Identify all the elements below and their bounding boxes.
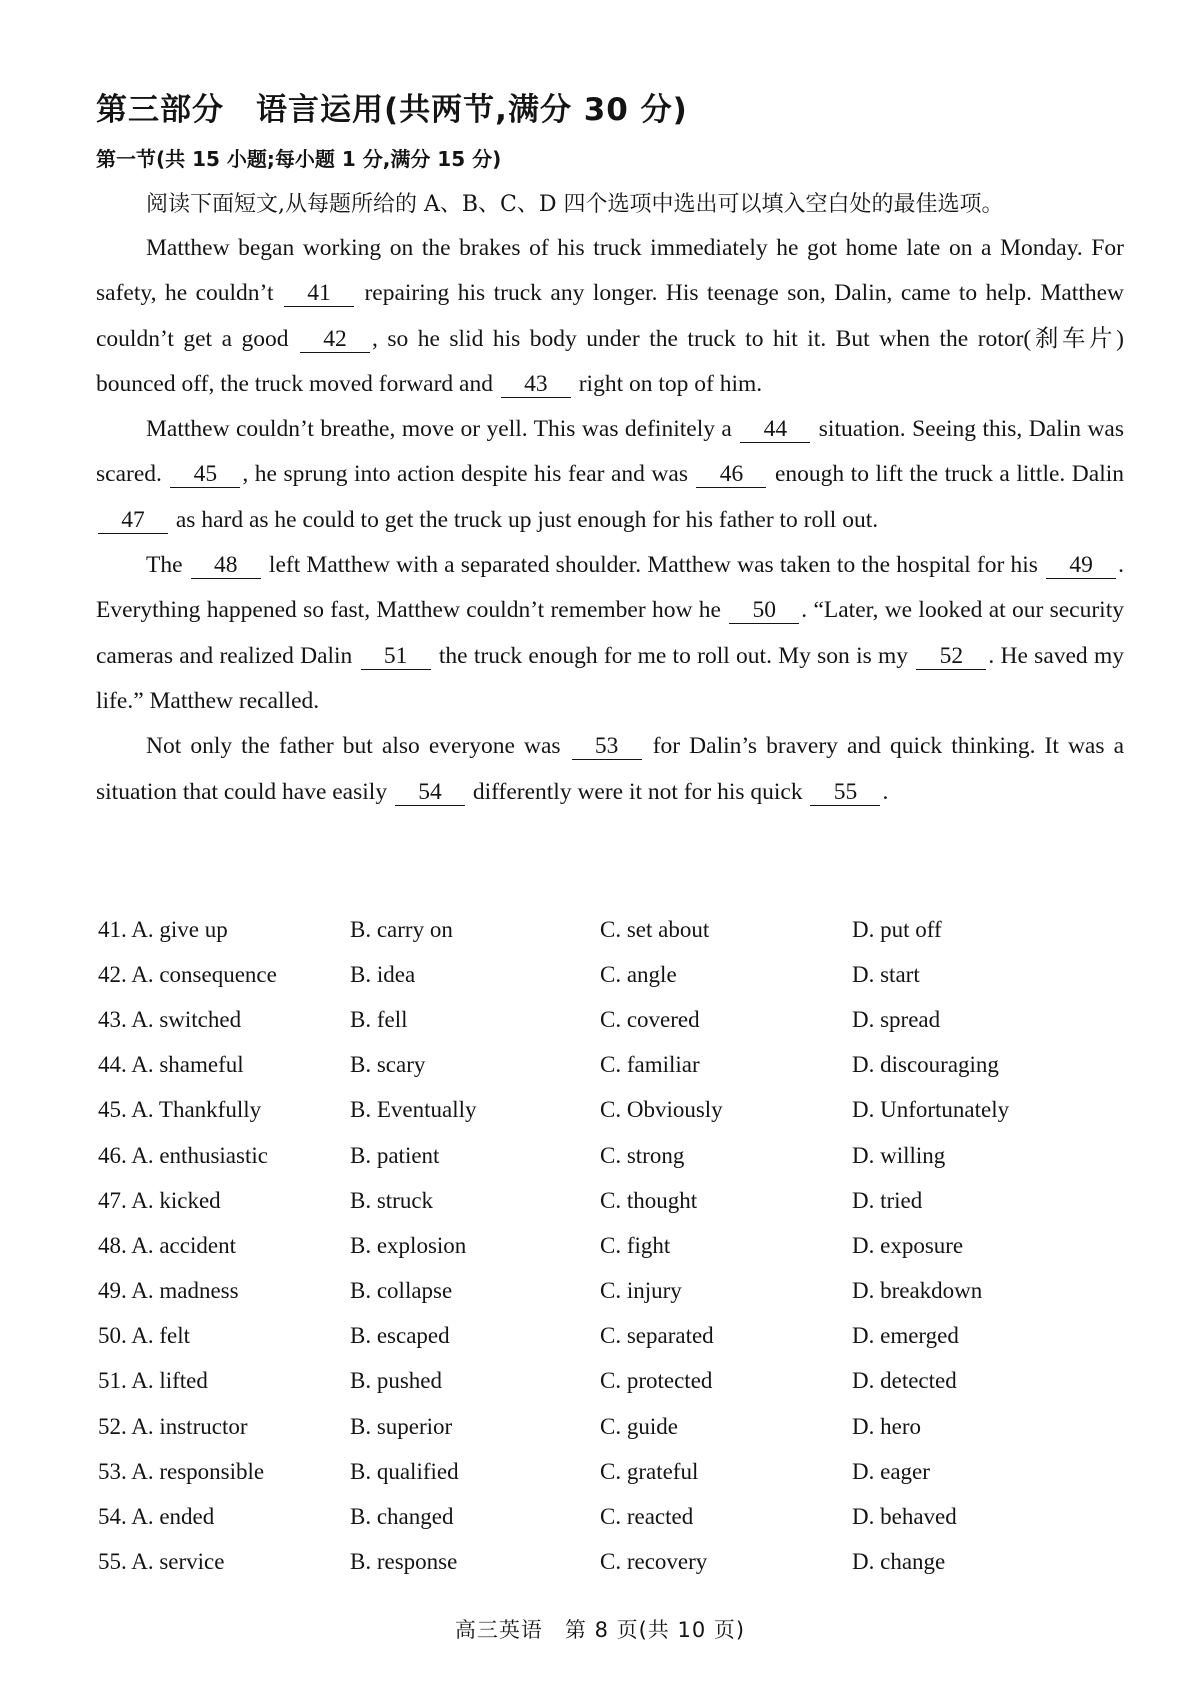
blank-54: 54: [395, 779, 465, 806]
option-b: B. escaped: [350, 1323, 450, 1349]
option-b: B. patient: [350, 1142, 440, 1168]
option-c: C. covered: [600, 1006, 700, 1032]
blank-42: 42: [300, 326, 370, 353]
question-row: [98, 1043, 1138, 1088]
question-row: [98, 1133, 1138, 1178]
passage-text: , so he slid his body under the truck to hit it. But when the rotor(刹车片) bounced off, the truck moved forward and: [96, 325, 1124, 397]
page-footer: 高三英语 第 8 页(共 10 页): [454, 1618, 746, 1642]
passage-text: for Dalin’s bravery and quick thinking. It was a situation that could have easily: [96, 733, 1125, 805]
option-b: B. superior: [350, 1413, 453, 1439]
option-a: 43. A. switched: [98, 1006, 242, 1032]
option-a: 55. A. service: [98, 1549, 225, 1575]
option-c: C. guide: [600, 1413, 678, 1439]
option-d: D. change: [852, 1549, 946, 1575]
option-b: B. carry on: [350, 916, 453, 942]
option-a: 50. A. felt: [98, 1323, 190, 1349]
option-c: C. reacted: [600, 1504, 694, 1530]
option-d: D. hero: [852, 1413, 921, 1439]
blank-55: 55: [810, 779, 880, 806]
option-a: 44. A. shameful: [98, 1052, 244, 1078]
option-c: C. injury: [600, 1278, 682, 1304]
option-d: D. put off: [852, 916, 942, 942]
option-c: C. familiar: [600, 1052, 700, 1078]
option-b: B. response: [350, 1549, 458, 1575]
option-b: B. scary: [350, 1052, 426, 1078]
option-c: C. strong: [600, 1142, 685, 1168]
option-a: 47. A. kicked: [98, 1187, 221, 1213]
option-d: D. emerged: [852, 1323, 959, 1349]
blank-43: 43: [501, 371, 571, 398]
option-c: C. separated: [600, 1323, 714, 1349]
option-a: 46. A. enthusiastic: [98, 1142, 268, 1168]
passage-text: left Matthew with a separated shoulder. Matthew was taken to the hospital for his: [262, 552, 1045, 579]
option-b: B. Eventually: [350, 1097, 477, 1123]
option-b: B. explosion: [350, 1232, 467, 1258]
blank-44: 44: [740, 416, 810, 443]
question-row: [98, 1449, 1138, 1494]
blank-47: 47: [98, 507, 168, 534]
blank-41: 41: [284, 280, 354, 307]
question-row: [98, 1404, 1138, 1449]
option-d: D. exposure: [852, 1232, 964, 1258]
question-row: [98, 1269, 1138, 1314]
option-d: D. behaved: [852, 1504, 957, 1530]
option-d: D. willing: [852, 1142, 946, 1168]
cloze-passage: [96, 226, 1124, 815]
paragraph-2: [96, 407, 1124, 543]
question-row: [98, 1088, 1138, 1133]
option-b: B. changed: [350, 1504, 454, 1530]
question-row: [98, 1314, 1138, 1359]
question-row: [98, 997, 1138, 1042]
option-b: B. qualified: [350, 1458, 459, 1484]
option-a: 54. A. ended: [98, 1504, 215, 1530]
option-d: D. detected: [852, 1368, 957, 1394]
option-b: B. struck: [350, 1187, 434, 1213]
option-d: D. discouraging: [852, 1052, 999, 1078]
passage-text: differently were it not for his quick: [466, 778, 809, 805]
option-a: 49. A. madness: [98, 1278, 239, 1304]
passage-text: enough to lift the truck a little. Dalin: [768, 461, 1125, 488]
question-row: [98, 1359, 1138, 1404]
option-b: B. idea: [350, 961, 416, 987]
option-d: D. start: [852, 961, 920, 987]
option-d: D. eager: [852, 1458, 930, 1484]
option-a: 48. A. accident: [98, 1232, 236, 1258]
passage-text: the truck enough for me to roll out. My son is my: [432, 642, 915, 669]
blank-51: 51: [361, 643, 431, 670]
answer-options: [98, 907, 1138, 1585]
option-d: D. breakdown: [852, 1278, 983, 1304]
instructions: 阅读下面短文,从每题所给的 A、B、C、D 四个选项中选出可以填入空白处的最佳选项。: [146, 192, 1004, 217]
option-a: 41. A. give up: [98, 916, 228, 942]
question-row: [98, 1494, 1138, 1539]
option-b: B. fell: [350, 1006, 408, 1032]
passage-text: . He saved my life.” Matthew recalled.: [96, 642, 1124, 714]
question-row: [98, 1540, 1138, 1585]
passage-text: Not only the father but also everyone was: [146, 733, 570, 760]
option-a: 51. A. lifted: [98, 1368, 208, 1394]
passage-text: as hard as he could to get the truck up just enough for his father to roll out.: [170, 506, 879, 533]
option-a: 53. A. responsible: [98, 1458, 265, 1484]
option-d: D. tried: [852, 1187, 923, 1213]
passage-text: Matthew couldn’t breathe, move or yell. This was definitely a: [146, 416, 739, 443]
part-title: 第三部分 语言运用(共两节,满分 30 分): [96, 92, 688, 128]
option-a: 42. A. consequence: [98, 961, 277, 987]
option-b: B. pushed: [350, 1368, 442, 1394]
blank-49: 49: [1046, 552, 1116, 579]
passage-text: . “Later, we looked at our security cameras and realized Dalin: [96, 597, 1124, 669]
blank-46: 46: [696, 461, 766, 488]
passage-text: .: [882, 778, 889, 805]
question-row: [98, 1178, 1138, 1223]
paragraph-1: [96, 226, 1124, 407]
blank-50: 50: [729, 597, 799, 624]
paragraph-4: [96, 724, 1124, 815]
option-a: 45. A. Thankfully: [98, 1097, 262, 1123]
passage-text: . Everything happened so fast, Matthew couldn’t remember how he: [96, 552, 1124, 624]
question-row: [98, 907, 1138, 952]
section-title: 第一节(共 15 小题;每小题 1 分,满分 15 分): [96, 147, 502, 171]
blank-48: 48: [191, 552, 261, 579]
passage-text: repairing his truck any longer. His teenage son, Dalin, came to help. Matthew couldn’t get a good: [96, 280, 1124, 352]
option-c: C. Obviously: [600, 1097, 723, 1123]
option-c: C. protected: [600, 1368, 713, 1394]
option-c: C. grateful: [600, 1458, 699, 1484]
option-c: C. recovery: [600, 1549, 708, 1575]
passage-text: , he sprung into action despite his fear and was: [242, 461, 695, 488]
option-c: C. thought: [600, 1187, 698, 1213]
option-d: D. spread: [852, 1006, 941, 1032]
question-row: [98, 952, 1138, 997]
option-b: B. collapse: [350, 1278, 453, 1304]
option-a: 52. A. instructor: [98, 1413, 248, 1439]
paragraph-3: [96, 543, 1124, 724]
passage-text: Matthew began working on the brakes of his truck immediately he got home late on a Monday. For safety, he couldn’t: [96, 235, 1124, 307]
passage-text: The: [146, 552, 189, 579]
option-c: C. set about: [600, 916, 710, 942]
blank-52: 52: [916, 643, 986, 670]
passage-text: situation. Seeing this, Dalin was scared.: [96, 416, 1124, 488]
option-d: D. Unfortunately: [852, 1097, 1010, 1123]
option-c: C. angle: [600, 961, 677, 987]
question-row: [98, 1223, 1138, 1268]
blank-45: 45: [170, 461, 240, 488]
passage-text: right on top of him.: [572, 370, 763, 397]
option-c: C. fight: [600, 1232, 671, 1258]
blank-53: 53: [572, 733, 642, 760]
